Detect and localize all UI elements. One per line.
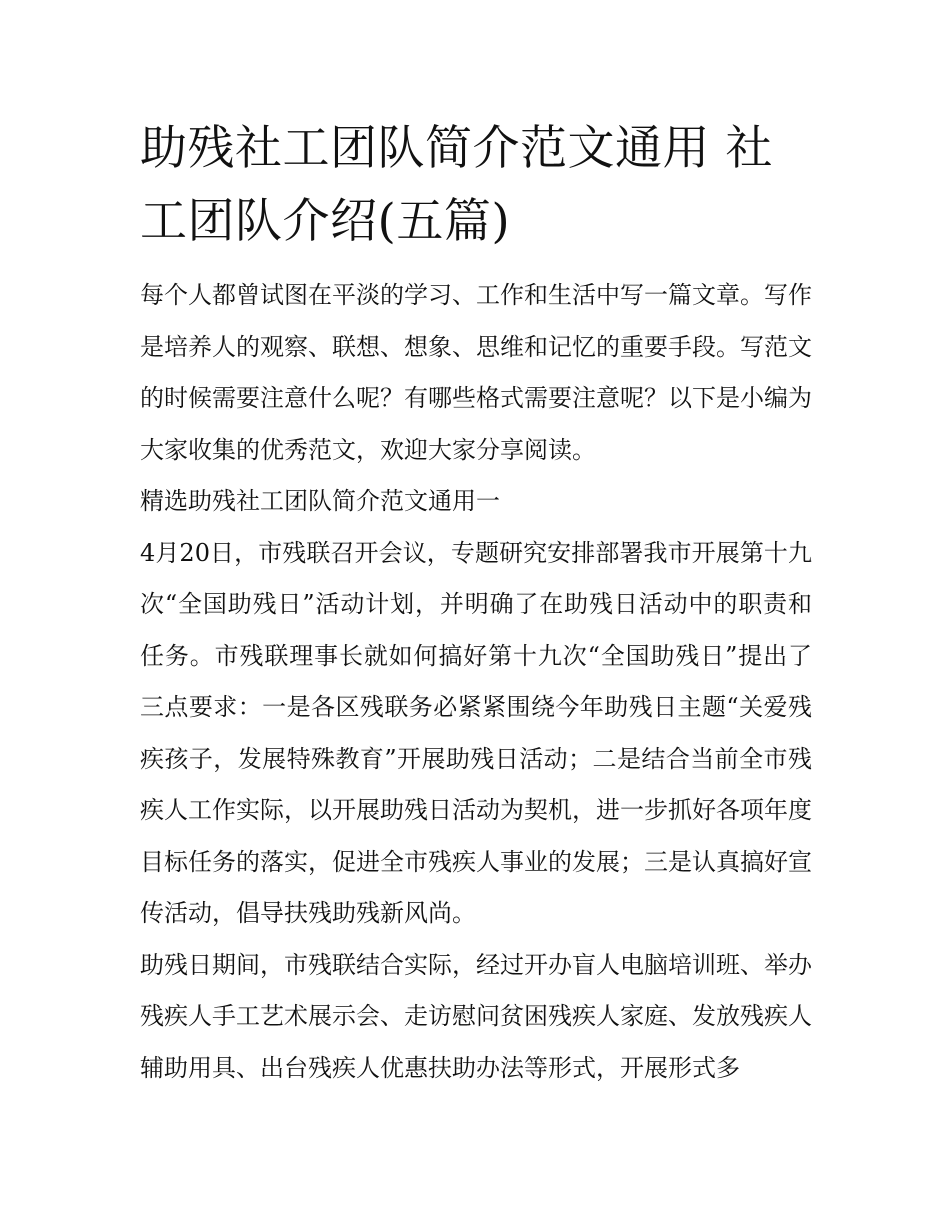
document-page bbox=[140, 112, 812, 1094]
section-heading: 精选助残社工团队简介范文通用一 bbox=[140, 487, 500, 515]
document-title: 助残社工团队简介范文通用 社工团队介绍(五篇) bbox=[140, 121, 773, 249]
intro-paragraph: 每个人都曾试图在平淡的学习、工作和生活中写一篇文章。写作是培养人的观察、联想、想象、思维和记忆的重要手段。写范文的时候需要注意什么呢？有哪些格式需要注意呢？以下是小编为大家收集的优秀范文，欢迎大家分享阅读。 bbox=[140, 281, 812, 464]
body-paragraph: 助残日期间，市残联结合实际，经过开办盲人电脑培训班、举办残疾人手工艺术展示会、走访慰问贫困残疾人家庭、发放残疾人辅助用具、出台残疾人优惠扶助办法等形式，开展形式多 bbox=[140, 950, 812, 1082]
body-paragraph: 4月20日，市残联召开会议，专题研究安排部署我市开展第十九次“全国助残日”活动计划，并明确了在助残日活动中的职责和任务。市残联理事长就如何搞好第十九次“全国助残日”提出了三点要求：一是各区残联务必紧紧围绕今年助残日主题“关爱残疾孩子，发展特殊教育”开展助残日活动；二是结合当前全市残疾人工作实际，以开展助残日活动为契机，进一步抓好各项年度目标任务的落实，促进全市残疾人事业的发展；三是认真搞好宣传活动，倡导扶残助残新风尚。 bbox=[140, 538, 812, 927]
